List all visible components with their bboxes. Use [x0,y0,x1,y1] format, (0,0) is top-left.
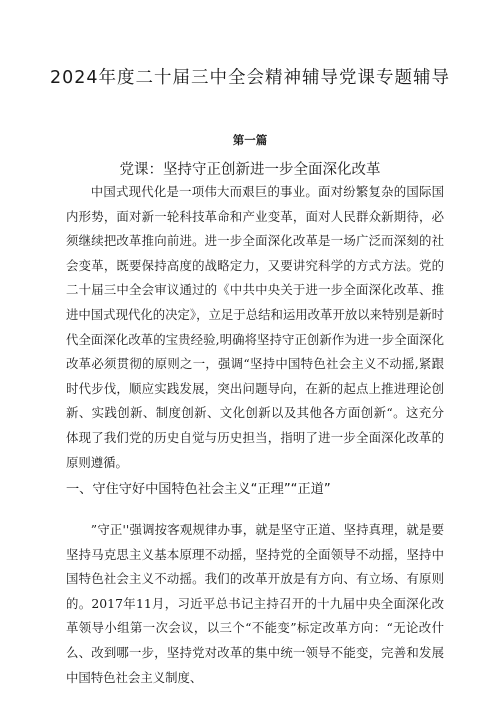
document-title: 2024年度二十届三中全会精神辅导党课专题辅导 [49,68,451,88]
body-paragraph: ”守正''强调按客观规律办事，就是坚守正道、坚持真理，就是要坚持马克思主义基本原理不动摇，坚持党的全面领导不动摇，坚持中国特色社会主义不动摇。我们的改革开放是有方向、有立场、有原则的。2017年11月，习近平总书记主持召开的十九届中央全面深化改革领导小组第一次会议，以三个“不能变”标定改革方向：“无论改什么、改到哪一步，坚持党对改革的集中统一领导不能变，完善和发展中国特色社会主义制度、 [66,522,444,685]
article-title: 党课：坚持守正创新进一步全面深化改革 [119,162,381,178]
body-paragraph: 中国式现代化是一项伟大而艰巨的事业。面对纷繁复杂的国际国内形势，面对新一轮科技革命和产业变革，面对人民群众新期待，必须继续把改革推向前进。进一步全面深化改革是一场广泛而深刻的社会变革，既要保持高度的战略定力，又要讲究科学的方式方法。党的二十届三中全会审议通过的《中共中央关于进一步全面深化改革、推进中国式现代化的决定》，立足于总结和运用改革开放以来特别是新时代全面深化改革的宝贵经验,明确将坚持守正创新作为进一步全面深化改革必须贯彻的原则之一，强调“坚持中国特色社会主义不动摇,紧跟时代步伐，顺应实践发展，突出问题导向，在新的起点上推进理论创新、实践创新、制度创新、文化创新以及其他各方面创新“。这充分体现了我们党的历史自觉与历史担当，指明了进一步全面深化改革的原则遵循。 [66,184,444,470]
part-label: 第一篇 [232,133,268,147]
section-heading: 一、守住守好中国特色社会主义“正理”“正道” [66,482,331,497]
